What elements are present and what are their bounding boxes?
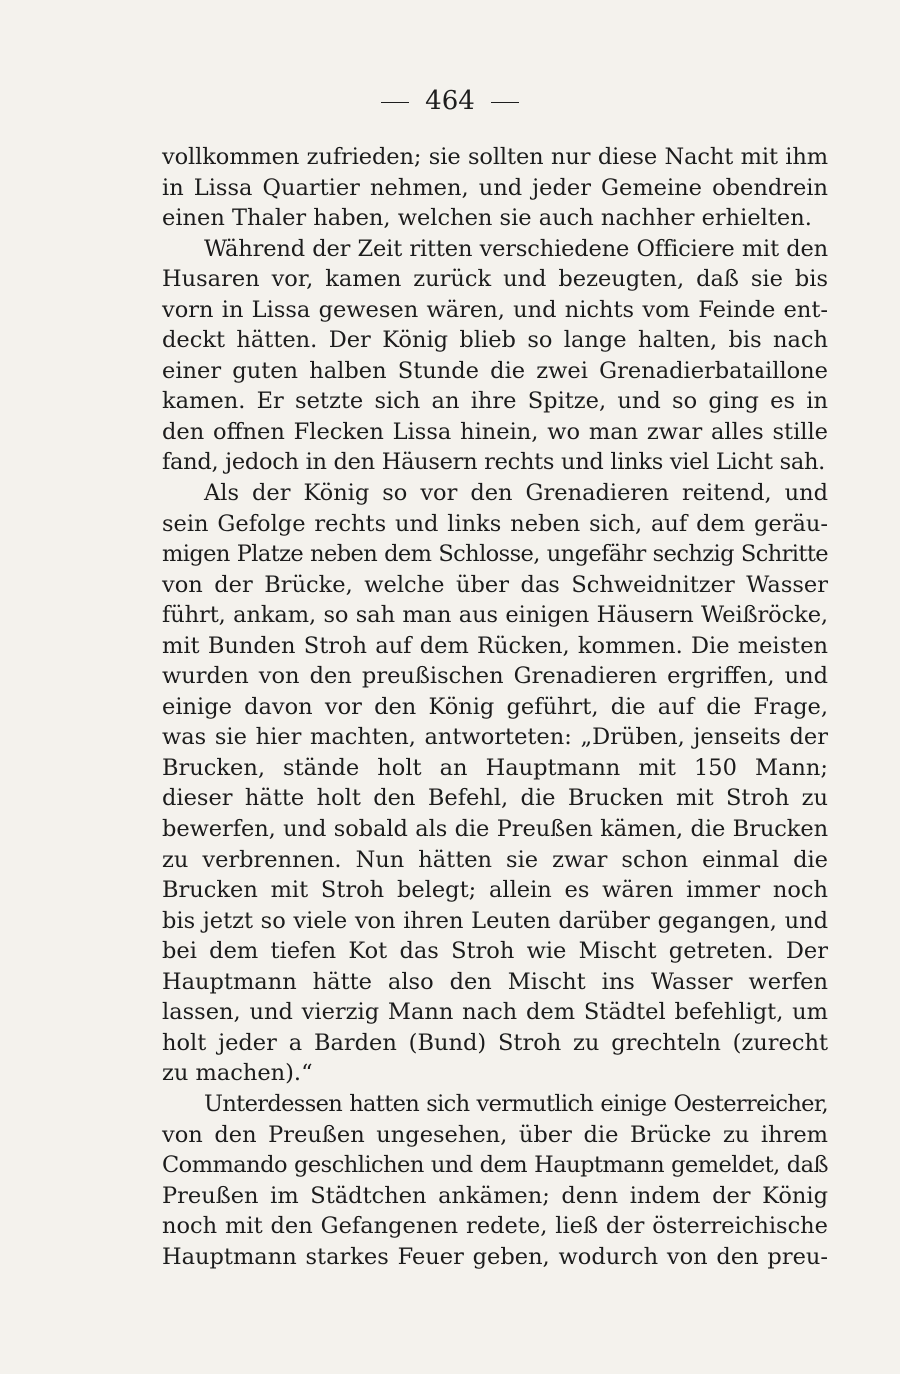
text-line: Preußen im Städtchen ankämen; denn indem der König: [162, 1182, 828, 1209]
text-line: den offnen Flecken Lissa hinein, wo man zwar alles stille: [162, 418, 828, 445]
text-line: Brucken mit Stroh belegt; allein es wären immer noch: [162, 877, 828, 904]
text-line: dieser hätte holt den Befehl, die Brucken mit Stroh zu: [162, 785, 828, 812]
text-line: fand, jedoch in den Häusern rechts und links viel Licht sah.: [162, 449, 825, 476]
text-line: führt, ankam, so sah man aus einigen Häusern Weißröcke,: [162, 602, 828, 629]
text-line: einen Thaler haben, welchen sie auch nachher erhielten.: [162, 205, 812, 232]
text-line: Husaren vor, kamen zurück und bezeugten, daß sie bis: [162, 266, 828, 293]
text-line: Commando geschlichen und dem Hauptmann gemeldet, daß: [162, 1152, 828, 1179]
text-line: von der Brücke, welche über das Schweidnitzer Wasser: [162, 571, 828, 598]
text-line: wurden von den preußischen Grenadieren ergriffen, und: [162, 663, 828, 690]
body-text: [162, 142, 828, 1272]
text-line: in Lissa Quartier nehmen, und jeder Gemeine obendrein: [162, 174, 828, 201]
text-line: zu machen).“: [162, 1060, 313, 1087]
text-line: holt jeder a Barden (Bund) Stroh zu grechteln (zurecht: [162, 1029, 828, 1056]
text-line: Hauptmann starkes Feuer geben, wodurch von den preu-: [162, 1243, 828, 1270]
text-line: noch mit den Gefangenen redete, ließ der österreichische: [162, 1213, 828, 1240]
text-line: was sie hier machten, antworteten: „Drüben, jenseits der: [162, 724, 828, 751]
text-line: bei dem tiefen Kot das Stroh wie Mischt getreten. Der: [162, 938, 828, 965]
text-line: migen Platze neben dem Schlosse, ungefähr sechzig Schritte: [162, 541, 828, 568]
header-dash-left: [381, 102, 409, 103]
page-header: [0, 86, 900, 116]
text-line: einige davon vor den König geführt, die auf die Frage,: [162, 693, 828, 720]
text-line: vollkommen zufrieden; sie sollten nur diese Nacht mit ihm: [162, 144, 828, 170]
text-line: bis jetzt so viele von ihren Leuten darüber gegangen, und: [162, 907, 828, 934]
text-line: lassen, und vierzig Mann nach dem Städtel befehligt, um: [162, 999, 828, 1026]
text-line: einer guten halben Stunde die zwei Grenadierbataillone: [162, 357, 828, 384]
text-line: von den Preußen ungesehen, über die Brücke zu ihrem: [162, 1121, 828, 1148]
header-dash-right: [491, 102, 519, 103]
text-line: mit Bunden Stroh auf dem Rücken, kommen. Die meisten: [162, 632, 828, 659]
text-line: kamen. Er setzte sich an ihre Spitze, und so ging es in: [162, 388, 828, 415]
text-line: Während der Zeit ritten verschiedene Officiere mit den: [204, 235, 828, 262]
text-line: Brucken, stände holt an Hauptmann mit 150 Mann;: [162, 754, 828, 781]
text-line: vorn in Lissa gewesen wären, und nichts vom Feinde ent-: [162, 296, 828, 323]
text-line: Als der König so vor den Grenadieren reitend, und: [204, 480, 828, 507]
text-line: zu verbrennen. Nun hätten sie zwar schon einmal die: [162, 846, 828, 873]
text-line: bewerfen, und sobald als die Preußen kämen, die Brucken: [162, 816, 828, 843]
text-line: deckt hätten. Der König blieb so lange halten, bis nach: [162, 327, 828, 354]
text-line: sein Gefolge rechts und links neben sich, auf dem geräu-: [162, 510, 828, 537]
text-line: Unterdessen hatten sich vermutlich einige Oesterreicher,: [204, 1090, 828, 1117]
page-number: 464: [425, 86, 475, 116]
text-line: Hauptmann hätte also den Mischt ins Wasser werfen: [162, 968, 828, 995]
